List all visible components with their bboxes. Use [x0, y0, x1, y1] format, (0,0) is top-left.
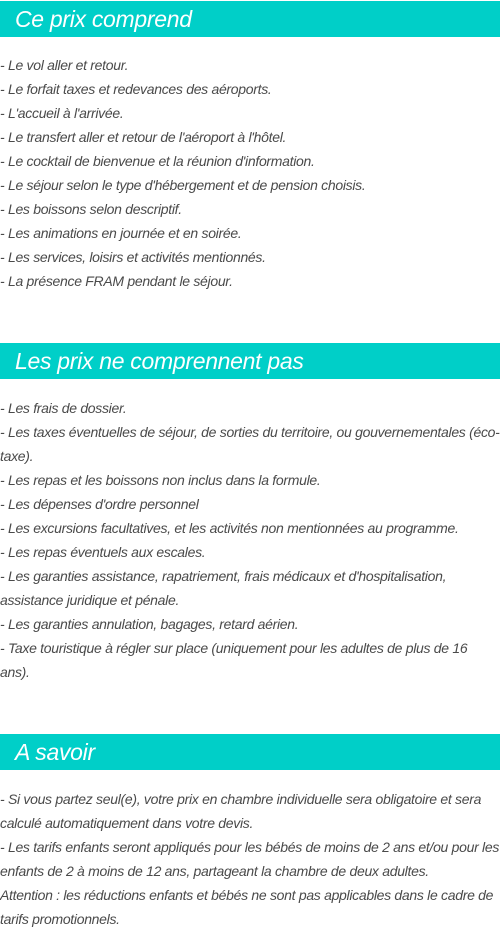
list-item: - Le vol aller et retour.	[0, 57, 129, 73]
list-item: - Les repas éventuels aux escales.	[0, 544, 206, 560]
includes-list	[0, 53, 500, 293]
list-item: - Les taxes éventuelles de séjour, de sorties du territoire, ou gouvernementales (éco-taxe).	[0, 424, 500, 464]
list-item: - Les garanties annulation, bagages, retard aérien.	[0, 616, 299, 632]
list-item: - Les dépenses d'ordre personnel	[0, 496, 199, 512]
list-item: - Si vous partez seul(e), votre prix en chambre individuelle sera obligatoire et sera calculé automatiquement dans votre devis.	[0, 791, 482, 831]
excludes-list	[0, 396, 500, 684]
list-item: - Les animations en journée et en soirée.	[0, 225, 242, 241]
list-item: - Les tarifs enfants seront appliqués pour les bébés de moins de 2 ans et/ou pour les enfants de 2 à moins de 12 ans, partageant la chambre de deux adultes.	[0, 839, 500, 879]
list-item: - Le transfert aller et retour de l'aéroport à l'hôtel.	[0, 129, 287, 145]
list-item: - Les boissons selon descriptif.	[0, 201, 182, 217]
section-header-excludes: Les prix ne comprennent pas	[0, 343, 500, 379]
list-item: - La présence FRAM pendant le séjour.	[0, 273, 233, 289]
list-item: - Les frais de dossier.	[0, 400, 127, 416]
list-item: - Les garanties assistance, rapatriement, frais médicaux et d'hospitalisation, assistance juridique et pénale.	[0, 568, 447, 608]
list-item: Attention : les réductions enfants et bébés ne sont pas applicables dans le cadre de tarifs promotionnels.	[0, 887, 494, 927]
list-item: - Le cocktail de bienvenue et la réunion d'information.	[0, 153, 315, 169]
info-list	[0, 787, 500, 931]
list-item: - L'accueil à l'arrivée.	[0, 105, 124, 121]
section-header-includes: Ce prix comprend	[0, 1, 500, 37]
list-item: - Les excursions facultatives, et les activités non mentionnées au programme.	[0, 520, 459, 536]
list-item: - Taxe touristique à régler sur place (uniquement pour les adultes de plus de 16 ans).	[0, 640, 468, 680]
section-header-info: A savoir	[0, 734, 500, 770]
list-item: - Le séjour selon le type d'hébergement et de pension choisis.	[0, 177, 366, 193]
list-item: - Le forfait taxes et redevances des aéroports.	[0, 81, 272, 97]
list-item: - Les repas et les boissons non inclus dans la formule.	[0, 472, 321, 488]
list-item: - Les services, loisirs et activités mentionnés.	[0, 249, 266, 265]
